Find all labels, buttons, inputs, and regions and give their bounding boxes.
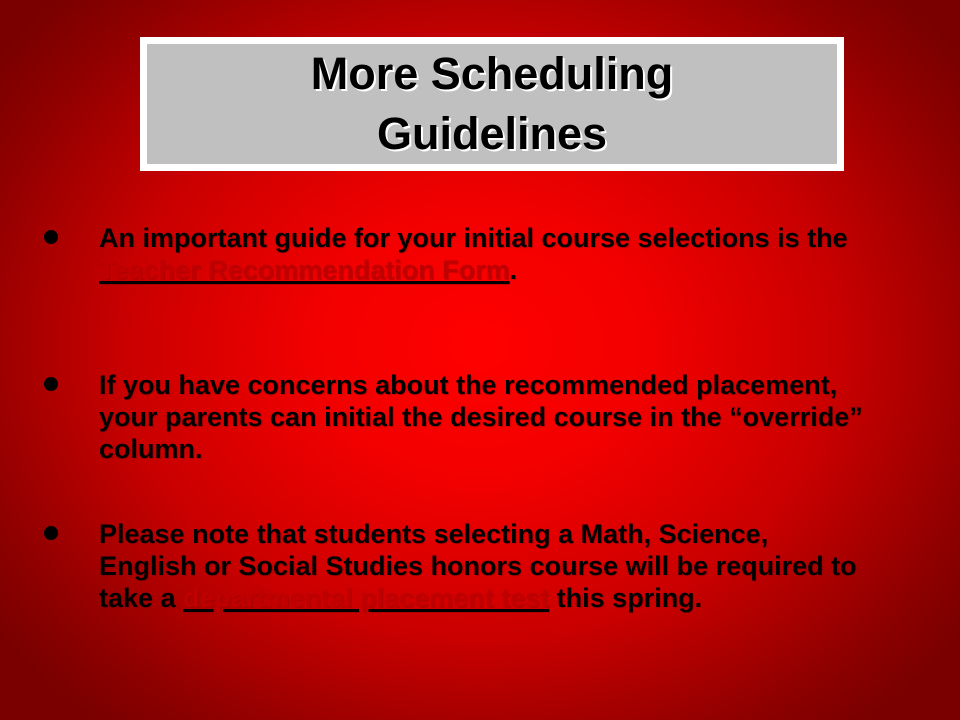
teacher-recommendation-form-link[interactable]: Teacher Recommendation Form — [99, 255, 510, 285]
bullet-dot-icon — [44, 377, 58, 391]
bullet-1-text-after: . — [509, 255, 518, 285]
departmental-placement-test-link[interactable]: departmental placement test — [183, 583, 550, 613]
bullet-3-text-before: Please note that students selecting a Math, Science, English or Social Studies honors course will be required to take a — [99, 519, 857, 613]
bullet-text-3 — [99, 518, 869, 614]
bullet-text-2: If you have concerns about the recommended placement, your parents can initial the desired course in the “override” column. — [99, 370, 863, 464]
slide-title-line-2: Guidelines — [376, 108, 608, 159]
bullet-dot-icon — [44, 526, 58, 540]
bullet-3-text-after: this spring. — [549, 583, 703, 613]
bullet-text-1 — [99, 222, 869, 286]
bullet-1-text-before: An important guide for your initial course selections is the — [99, 223, 848, 253]
slide-title-line-1: More Scheduling — [310, 48, 674, 99]
bullet-dot-icon — [44, 230, 58, 244]
